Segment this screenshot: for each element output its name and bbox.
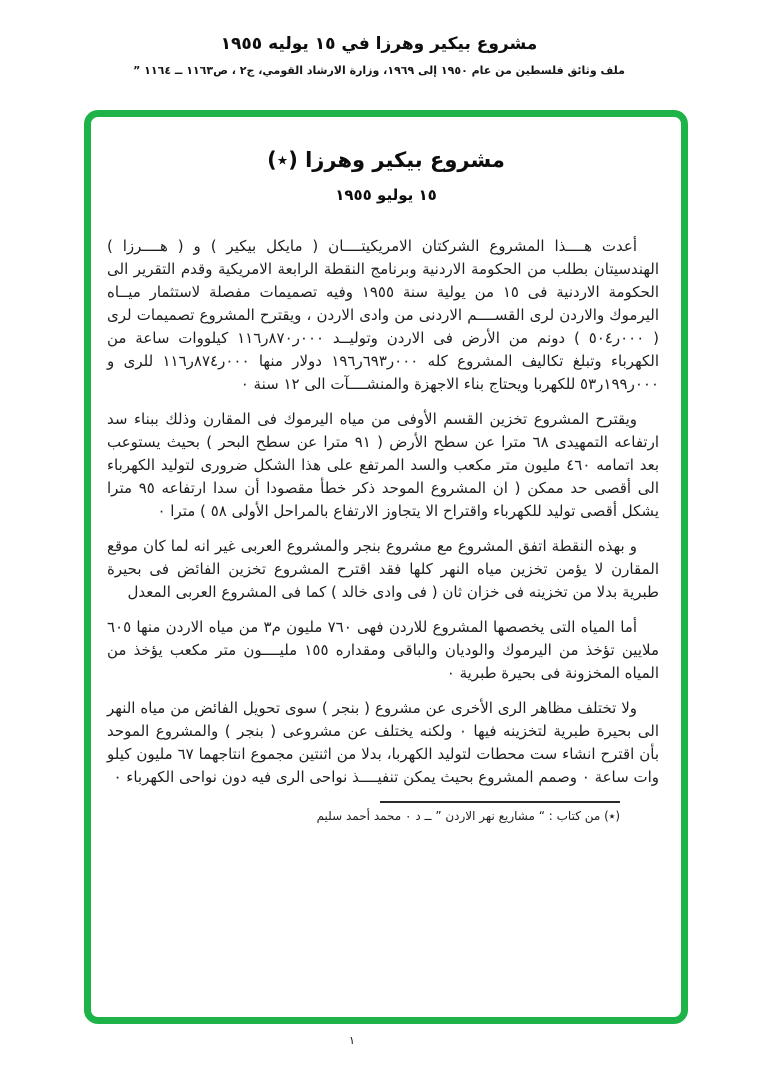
document-source-citation: ملف وثائق فلسطين من عام ١٩٥٠ إلى ١٩٦٩، وزارة الارشاد القومي، ج٢ ، ص١١٦٣ ــ ١١٦٤ ” xyxy=(133,64,625,77)
page-header xyxy=(0,34,758,77)
paragraph-2: ويقترح المشروع تخزين القسم الأوفى من مياه اليرموك فى المقارن وذلك ببناء سد ارتفاعه التمهيدى ٦٨ مترا عن سطح الأرض ( ٩١ مترا عن سطح البحر ) بحيث يستوعب بعد اتمامه ٤٦٠ مليون متر مكعب والسد المرتفع على هذا الشكل ضرورى لتوليد الكهرباء الى أقصى حد ممكن ( ان المشروع الموحد ذكر خطأ مقصودا أن سدا ارتفاعه ٩٥ مترا يشكل أقصى توليد للكهرباء واقتراح الا يتجاوز الارتفاع بالمراحل الأولى ٥٨ ) مترا ٠ xyxy=(107,410,659,520)
paragraph-4: أما المياه التى يخصصها المشروع للاردن فهى ٧٦٠ مليون م٣ من مياه الاردن منها ٦٠٥ ملايين تؤخذ من اليرموك والوديان والباقى ومقداره ١٥٥ مليــــون متر مكعب يؤخذ من المياه المخزونة فى بحيرة طبرية ٠ xyxy=(107,618,659,682)
document-date: ١٥ يوليو ١٩٥٥ xyxy=(335,186,437,204)
document-body xyxy=(91,235,681,824)
footnote-divider xyxy=(380,801,620,803)
document-title: مشروع بيكير وهرزا (٭) xyxy=(267,148,505,172)
footnote-text: (٭) من كتاب : “ مشاريع نهر الاردن ” ــ د ٠ محمد أحمد سليم xyxy=(316,809,620,823)
page-number: ١ xyxy=(349,1034,355,1047)
paragraph-5: ولا تختلف مظاهر الرى الأخرى عن مشروع ( بنجر ) سوى تحويل الفائض من مياه النهر الى بحيرة طبرية لتخزينه فيها ٠ ولكنه يختلف عن مشروعى ( بنجر ) والمشروع الموحد بأن اقترح انشاء ست محطات لتوليد الكهربا، بدلا من اثنتين مجموع انتاجهما ٦٧ مليون كيلو وات ساعة ٠ وصمم المشروع بحيث يمكن تنفيــــذ نواحى الرى فيه دون نواحى الكهرباء ٠ xyxy=(107,699,659,786)
green-document-frame xyxy=(84,110,688,1024)
paragraph-3: و بهذه النقطة اتفق المشروع مع مشروع بنجر والمشروع العربى غير انه لما كان موقع المقارن لا يؤمن تخزين مياه النهر كلها فقد اقترح المشروع تخزين الفائض فى بحيرة طبرية بدلا من تخزينه فى خزان ثان ( فى وادى خالد ) كما فى المشروع العربى المعدل xyxy=(107,537,659,601)
paragraph-1: أعدت هــــذا المشروع الشركتان الامريكيتــــان ( مايكل بيكير ) و ( هــــرزا ) الهندسيتان بطلب من الحكومة الاردنية وبرنامج النقطة الرابعة الامريكية وقدم التقرير الى الحكومة الاردنية فى ١٥ من يولية سنة ١٩٥٥ وفيه تصميمات مفصلة لاستثمار ميــاه اليرموك والاردن لرى القســــم الاردنى من وادى الاردن ، ويقترح المشروع تصميمات لرى ( ‭٥٠٤ر٠٠٠‬ ) دونم من الأرض فى الاردن وتوليــد ‭١١٦ر٨٧٠ر٠٠٠‬ كيلووات ساعة من الكهرباء وتبلغ تكاليف المشروع كله ‭١٩٦ر٦٩٣ر٠٠٠‬ دولار منها ‭١١٦ر٨٧٤ر٠٠٠‬ للرى و ‭٥٣ر١٩٩ر٠٠٠‬ للكهربا ويحتاج بناء الاجهزة والمنشــــآت الى ١٢ سنة ٠ xyxy=(107,237,660,393)
document-header-title: مشروع بيكير وهرزا في ١٥ يوليه ١٩٥٥ xyxy=(220,34,538,54)
